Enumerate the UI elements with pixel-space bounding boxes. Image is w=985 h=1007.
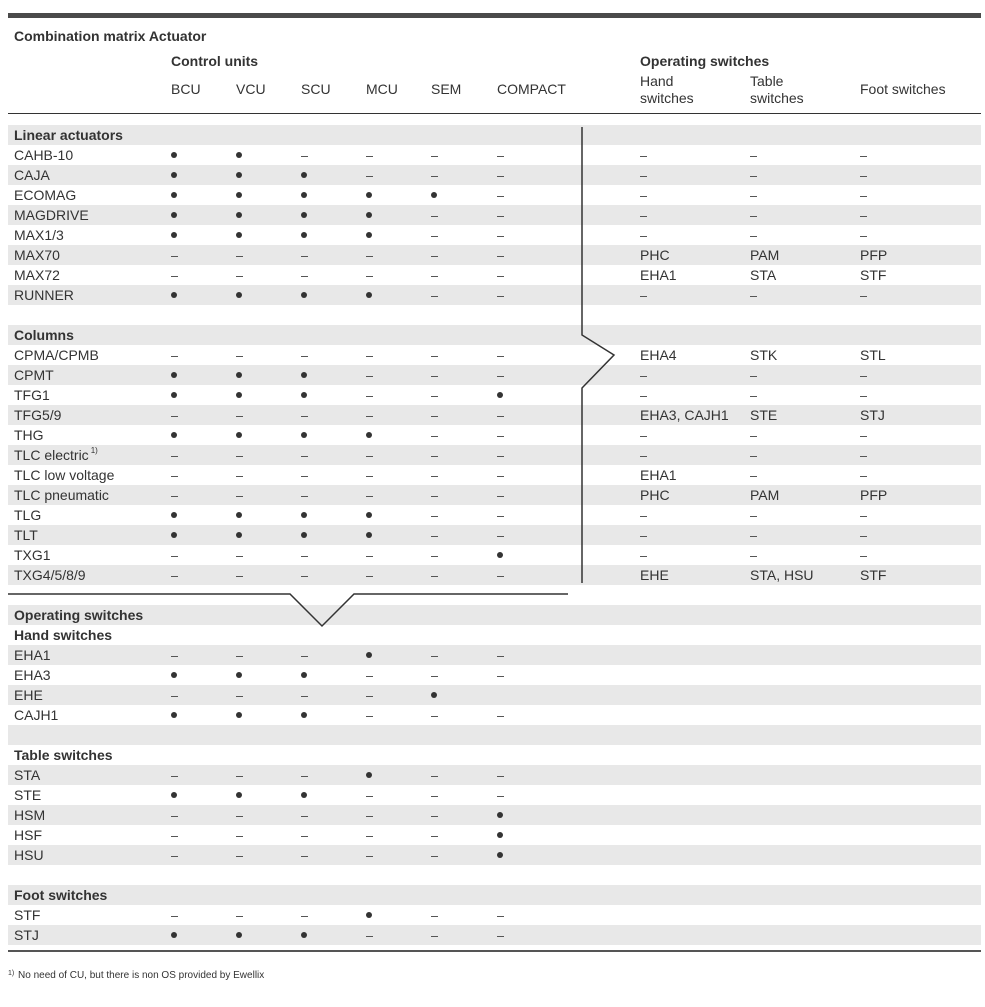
row-label-text: Operating switches	[14, 607, 144, 623]
column-header-hand: Hand switches	[640, 73, 694, 106]
cell-table: PAM	[750, 487, 780, 503]
row-label-text: MAX70	[14, 247, 60, 263]
cell-foot: STJ	[860, 407, 885, 423]
page-title: Combination matrix Actuator	[14, 28, 207, 44]
bottom-rule	[8, 950, 981, 952]
column-header-mcu: MCU	[366, 81, 398, 97]
cell-hand: EHA3, CAJH1	[640, 407, 729, 423]
row-label-text: CAJA	[14, 167, 50, 183]
row-label-text: CPMT	[14, 367, 54, 383]
switch-divider-line	[8, 594, 568, 626]
column-header-compact: COMPACT	[497, 81, 566, 97]
column-header-bcu: BCU	[171, 81, 201, 97]
row-label-text: STA	[14, 767, 41, 783]
row-label-text: HSF	[14, 827, 42, 843]
row-label-text: Columns	[14, 327, 74, 343]
column-header-table: Table switches	[750, 73, 804, 106]
row-label-text: CPMA/CPMB	[14, 347, 99, 363]
control-units-heading: Control units	[171, 53, 259, 69]
column-header-foot: Foot switches	[860, 81, 946, 97]
row-label-text: TLC low voltage	[14, 467, 115, 483]
row-label-text: CAJH1	[14, 707, 59, 723]
row-label-text: HSU	[14, 847, 44, 863]
row-label-text: EHE	[14, 687, 43, 703]
column-header-scu: SCU	[301, 81, 331, 97]
row-label-text: Table switches	[14, 747, 113, 763]
row-label-text: CAHB-10	[14, 147, 74, 163]
row-label-text: Hand switches	[14, 627, 113, 643]
cell-hand: EHA1	[640, 467, 677, 483]
row-label-text: ECOMAG	[14, 187, 77, 203]
footnote-marker: 1)	[8, 970, 15, 977]
row-label-text: MAX72	[14, 267, 60, 283]
row-label-text: TLT	[14, 527, 38, 543]
row-label-text: THG	[14, 427, 44, 443]
row-label-text: RUNNER	[14, 287, 74, 303]
cell-hand: PHC	[640, 247, 670, 263]
cell-foot: STL	[860, 347, 886, 363]
row-label-text: MAX1/3	[14, 227, 64, 243]
row-label-text: Linear actuators	[14, 127, 123, 143]
cell-hand: EHE	[640, 567, 669, 583]
column-header-vcu: VCU	[236, 81, 266, 97]
row-label-text: STF	[14, 907, 41, 923]
cell-table: STE	[750, 407, 778, 423]
row-label-text: STE	[14, 787, 42, 803]
cell-table: STK	[750, 347, 778, 363]
cell-table: STA	[750, 267, 777, 283]
row-label-text: TLC pneumatic	[14, 487, 109, 503]
row-label-text: STJ	[14, 927, 39, 943]
cell-foot: STF	[860, 567, 887, 583]
row-label-text: TFG1	[14, 387, 50, 403]
cell-hand: PHC	[640, 487, 670, 503]
row-label-text: MAGDRIVE	[14, 207, 89, 223]
row-label-text: TLC electric	[14, 447, 89, 463]
cell-foot: PFP	[860, 487, 888, 503]
row-label-text: EHA1	[14, 647, 51, 663]
row-label-text: Foot switches	[14, 887, 108, 903]
cell-table: PAM	[750, 247, 780, 263]
cell-hand: EHA1	[640, 267, 677, 283]
footnote-text: No need of CU, but there is non OS provided by Ewellix	[18, 970, 265, 981]
footnote	[8, 970, 264, 981]
operating-switches-heading: Operating switches	[640, 53, 770, 69]
cell-table: STA, HSU	[750, 567, 814, 583]
row-label-text: TXG4/5/8/9	[14, 567, 86, 583]
row-label-text: TFG5/9	[14, 407, 62, 423]
row-label-text: TLG	[14, 507, 42, 523]
cell-hand: EHA4	[640, 347, 677, 363]
row-label-text: TXG1	[14, 547, 51, 563]
row-label-text: EHA3	[14, 667, 51, 683]
switch-bracket-line	[582, 127, 614, 583]
footnote-reference: 1)	[90, 446, 98, 455]
cell-foot: STF	[860, 267, 887, 283]
cell-foot: PFP	[860, 247, 888, 263]
column-header-sem: SEM	[431, 81, 462, 97]
row-label-text: HSM	[14, 807, 46, 823]
